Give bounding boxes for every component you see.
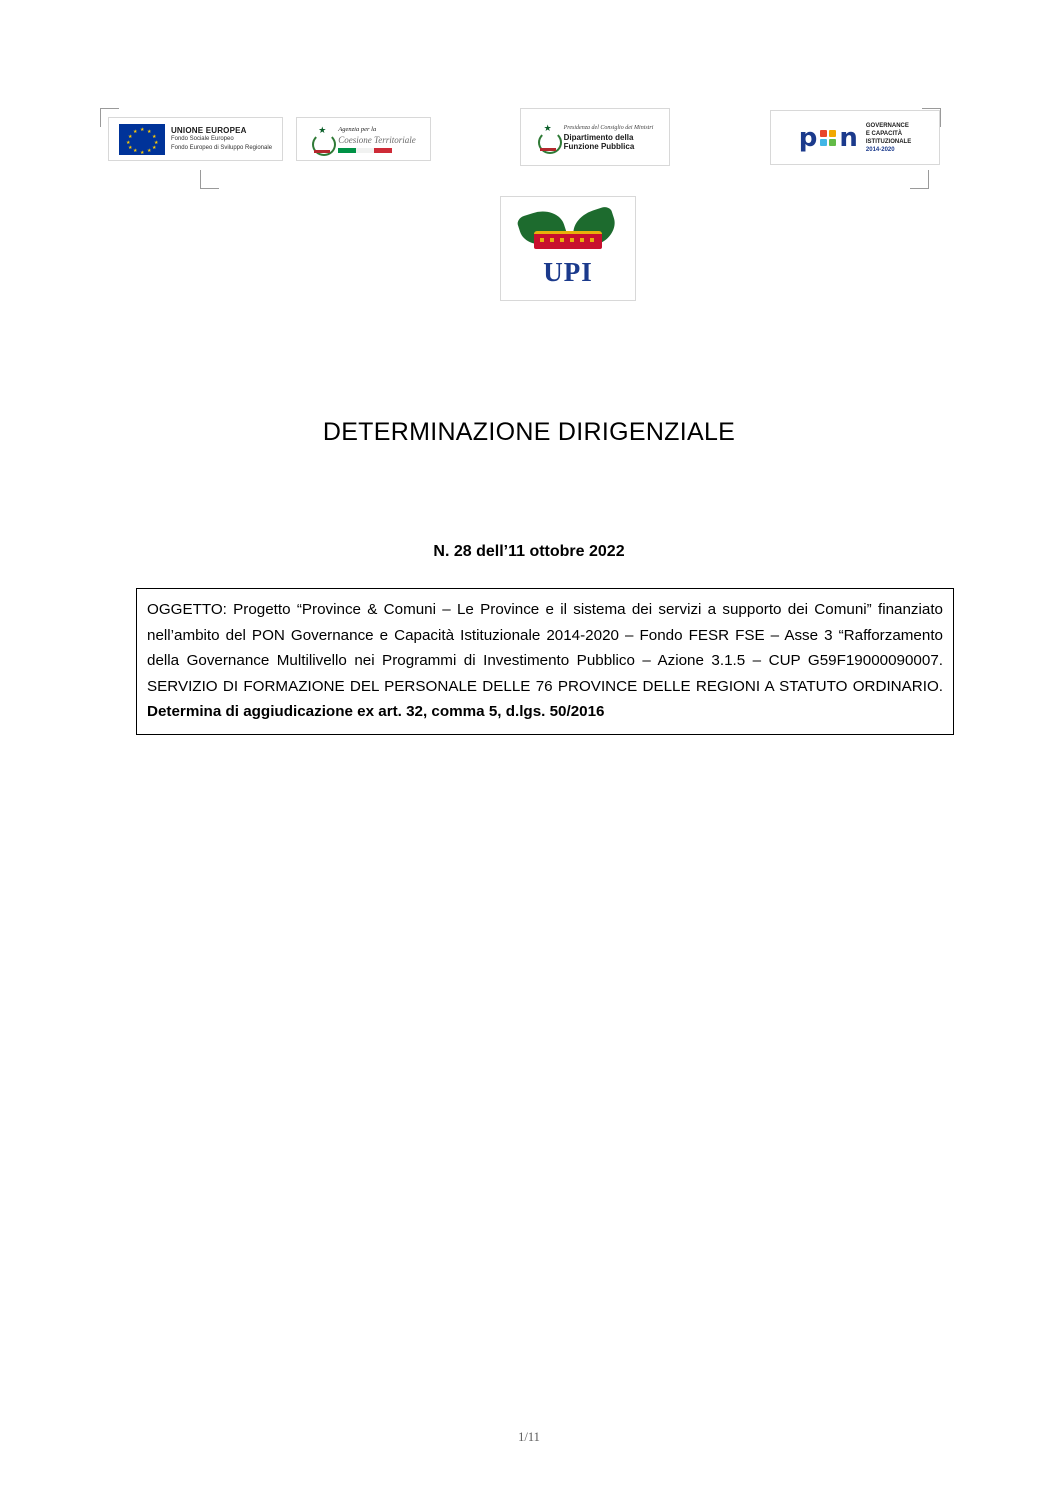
eu-logo	[108, 117, 283, 161]
eu-logo-text	[171, 126, 272, 153]
pon-line2: E CAPACITÀ	[865, 130, 903, 137]
presidenza-emblem-icon: ★	[537, 122, 559, 152]
pon-line4: 2014-2020	[865, 146, 895, 153]
pon-dots-icon	[820, 130, 836, 146]
dipartimento-line3: Funzione Pubblica	[563, 141, 635, 151]
dipartimento-funzione-pubblica-logo	[520, 108, 670, 166]
pon-wordmark-icon: p n	[798, 122, 858, 153]
upi-wreath-icon	[518, 209, 618, 255]
oggetto-paragraph	[147, 597, 943, 725]
eu-line2: Fondo Sociale Europeo	[170, 135, 234, 142]
upi-logo-text: UPI	[543, 257, 593, 287]
upi-logo	[500, 196, 636, 301]
agenzia-line1: Agenzia per la	[338, 126, 377, 133]
document-number: N. 28 dell’11 ottobre 2022	[433, 543, 625, 560]
agenzia-coesione-logo	[296, 117, 431, 161]
logo-band	[100, 108, 958, 178]
page-footer: 1/11	[518, 1430, 540, 1444]
pon-logo	[770, 110, 940, 165]
pon-logo-text	[866, 122, 911, 154]
agenzia-logo-text	[338, 125, 415, 153]
eu-flag-icon: ★ ★ ★ ★ ★ ★ ★ ★ ★ ★ ★ ★	[119, 124, 165, 155]
pon-line1: GOVERNANCE	[865, 122, 909, 129]
italy-flag-icon	[338, 148, 392, 153]
pon-line3: ISTITUZIONALE	[865, 138, 912, 145]
page-title: DETERMINAZIONE DIRIGENZIALE	[322, 418, 736, 446]
oggetto-text-bold: Determina di aggiudicazione ex art. 32, comma 5, d.lgs. 50/2016	[147, 703, 605, 720]
dipartimento-line2: Dipartimento della	[563, 132, 634, 142]
italian-republic-emblem-icon: ★	[311, 124, 333, 154]
oggetto-text-regular: OGGETTO: Progetto “Province & Comuni – Le Province e il sistema dei servizi a supporto dei Comuni” finanziato nell’ambito del PON Governance e Capacità Istituzionale 2014-2020 – Fondo FESR FSE – Asse 3 “Rafforzamento della Governance Multilivello nei Programmi di Investimento Pubblico – Azione 3.1.5 – CUP G59F19000090007. SERVIZIO DI FORMAZIONE DEL PERSONALE DELLE 76 PROVINCE DELLE REGIONI A STATUTO ORDINARIO.	[147, 601, 943, 695]
eu-line1: UNIONE EUROPEA	[170, 125, 247, 135]
eu-line3: Fondo Europeo di Sviluppo Regionale	[170, 144, 273, 151]
oggetto-box	[136, 588, 954, 735]
dipartimento-line1: Presidenza del Consiglio dei Ministri	[563, 124, 654, 131]
agenzia-line2: Coesione Territoriale	[338, 135, 416, 145]
dipartimento-logo-text	[564, 124, 654, 151]
